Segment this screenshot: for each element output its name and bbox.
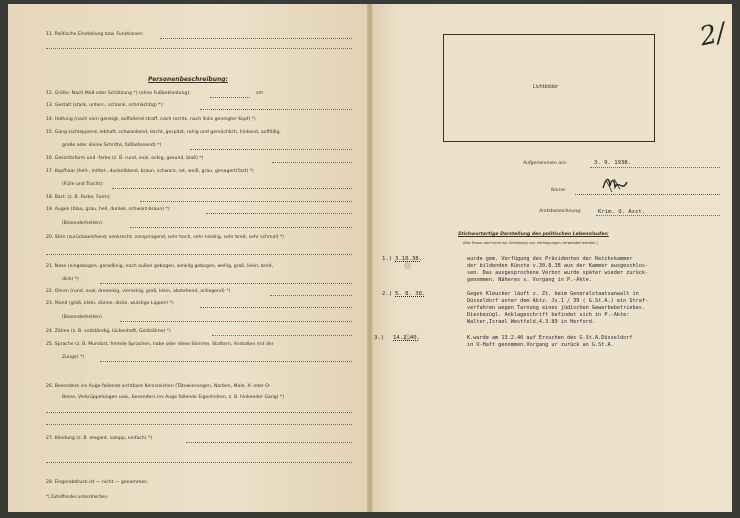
item-15-cont: große oder kleine Schritte, fußbetonend) *) <box>62 143 162 148</box>
dotted-line <box>46 48 352 49</box>
entry-2-index: 2.) <box>382 291 393 297</box>
item-20: 20. Stirn (zurückweichend, senkrecht, vorspringend, sehr hoch, sehr niedrig, sehr breit, sehr schmal) *) <box>46 235 284 240</box>
dotted-line <box>160 38 352 39</box>
dotted-line <box>575 194 720 195</box>
entry-3-date: 14.2.40. <box>393 335 420 341</box>
amtsbez-label: Amtsbezeichnung: <box>539 209 582 214</box>
item-11: 11. Politische Einstellung bzw. Funktionen: <box>46 32 144 37</box>
dotted-line <box>46 462 352 463</box>
item-17-cont: (Fülle und Tracht): <box>62 182 104 187</box>
entry-1-line-2: der bildenden Künste v.30.8.38 aus der Kammer ausgeschlos- <box>467 263 649 269</box>
dotted-line <box>206 213 352 214</box>
item-21: 21. Nase (eingebogen, geradlinig, nach außen gebogen, winklig gebogen, wellig, groß, klein, breit, <box>46 264 274 269</box>
dotted-line <box>210 97 250 98</box>
item-21-cont: dick) *) <box>62 277 79 282</box>
entry-1-line-3: sen. Das ausgesprochene Verbot wurde später wieder zurück- <box>467 270 649 276</box>
entry-3-line-1: K.wurde am 13.2.40 auf Ersuchen des G.St.A.Düsseldorf <box>467 335 633 341</box>
entry-2-line-2: Düsseldorf unter dem Aktz. Js.1 / 39 ( G.St.A.) ein Straf- <box>467 298 649 304</box>
dotted-line <box>590 167 720 168</box>
entry-1-line-4: genommen. Näheres s. Vorgang in P.-Akte. <box>467 277 592 283</box>
item-28: 28. Fingerabdruck ist — nicht — genommen. <box>46 480 149 485</box>
page-fold <box>367 4 373 512</box>
entry-2-date: 5. 8. 38. <box>395 291 426 297</box>
item-23: 23. Mund (groß, klein, dünne, dicke, wulstige Lippen) *) <box>46 301 174 306</box>
item-16: 16. Gesichtsform und -farbe (z. B. rund, oval, eckig, gesund, blaß) *) <box>46 156 204 161</box>
entry-3-index: 3.) <box>374 335 385 341</box>
item-27: 27. Kleidung (z. B. elegant, salopp, einfach) *) <box>46 436 153 441</box>
item-24: 24. Zähne (z. B. vollständig, lückenhaft, Goldzähne) *) <box>46 329 171 334</box>
signature <box>600 174 630 194</box>
dotted-line <box>100 283 352 284</box>
dotted-line <box>120 321 352 322</box>
photo-label: Lichtbilder <box>533 85 559 90</box>
dotted-line <box>46 424 352 425</box>
dotted-line <box>112 188 352 189</box>
item-17: 17. Kopfhaar (hell-, mittel-, dunkelblond, braun, schwarz, rot, weiß, grau, genagert(fast) *) <box>46 169 254 174</box>
faded-header-2: … <box>120 66 125 72</box>
item-25-cont: Zunge) *) <box>62 355 85 360</box>
aufgenommen-value: 3. 9. 1938. <box>594 160 632 166</box>
item-14: 14. Haltung (nach vorn geneigt, auffallend straff, nach rechts, nach links geneigter Kopf) *) <box>46 117 256 122</box>
section-heading: Personenbeschreibung: <box>148 76 228 83</box>
dotted-line <box>270 295 352 296</box>
dotted-line <box>140 201 352 202</box>
faded-header-1: … <box>100 57 106 64</box>
section-title: Stichwortartige Darstellung des politischen Lebenslaufes: <box>458 232 609 237</box>
item-13: 13. Gestalt (stark, unters., schlank, schmächtig) *): <box>46 103 164 108</box>
dotted-line <box>272 162 352 163</box>
dotted-line <box>130 227 352 228</box>
entry-1-date: 3.10.38. <box>395 256 422 262</box>
item-18: 18. Bart: (z. B. Farbe, Form): <box>46 195 112 200</box>
page-number: 2/ <box>697 17 729 53</box>
item-15: 15. Gang (schleppend, lebhaft, schwankend, leicht, gespitzt, ruhig und gemächlich, hinkend, auffällig, <box>46 130 281 135</box>
entry-1-line-1: wurde gem. Verfügung des Präsidenten der Reichskammer <box>467 256 633 262</box>
dotted-line <box>596 215 720 216</box>
section-subtitle: (Der Raum darf nicht zur Schätzung von Verfolgungen verwendet werden.) <box>463 241 598 245</box>
dotted-line <box>200 109 352 110</box>
item-12-unit: cm <box>256 91 264 96</box>
item-19-cont: (Besonderheiten): <box>62 221 104 226</box>
entry-2-line-5: Walter,Israel Westfeld,4.3.89 in Herford. <box>467 319 596 325</box>
entry-2-line-1: Gegen Kleucker läuft z. Zt. beim Generalstaatsanwalt in <box>467 291 639 297</box>
aufgenommen-label: Aufgenommen am: <box>523 161 568 166</box>
dotted-line <box>190 149 352 150</box>
item-26-cont: Beine, Verkrüppelungen usw., besonders ins Auge fallende Eigenheiten, z. B. hinkender Gang) *) <box>62 395 285 400</box>
item-23-cont: (Besonderheiten) <box>62 315 102 320</box>
entry-3-line-2: in U-Haft genommen.Vorgang ur zurück an G.St.A. <box>467 342 614 348</box>
dotted-line <box>212 335 352 336</box>
dotted-line <box>100 361 352 362</box>
punch-hole <box>404 262 411 269</box>
dotted-line <box>186 442 352 443</box>
dotted-line <box>46 412 352 413</box>
amtsbez-value: Krim. O. Asst. <box>598 209 646 215</box>
entry-2-line-4: Diesbezügl. Anklageschrift befindet sich in P.-Akte: <box>467 312 630 318</box>
item-19: 19. Augen (blau, grau, hell, dunkel, schwarz-braun) *) <box>46 207 170 212</box>
entry-2-line-3: verfahren wegen Tarnung eines jüdischen Gewerbebetriebes. <box>467 305 646 311</box>
item-25: 25. Sprache (z. B. Mundart, fremde Sprachen, habe oder diese Stimme, Stottern, Anstoßen mit der <box>46 342 274 347</box>
name-label: Name: <box>551 188 567 193</box>
dotted-line <box>46 254 352 255</box>
item-26: 26. Besondere ins Auge fallende sichtbare Kennzeichen (Tätowierungen, Narben, Male, X- oder O- <box>46 384 271 389</box>
dotted-line <box>200 307 352 308</box>
item-22: 22. Ohren (rund, oval, dreieckig, viereckig, groß, klein, abstehend, anliegend) *) <box>46 289 231 294</box>
entry-1-index: 1.) <box>382 256 393 262</box>
item-12: 12. Größe: Nach Maß oder Schätzung *) (ohne Fußbekleidung): <box>46 91 191 96</box>
footnote: *) Zutreffendes unterstreichen. <box>46 494 109 499</box>
